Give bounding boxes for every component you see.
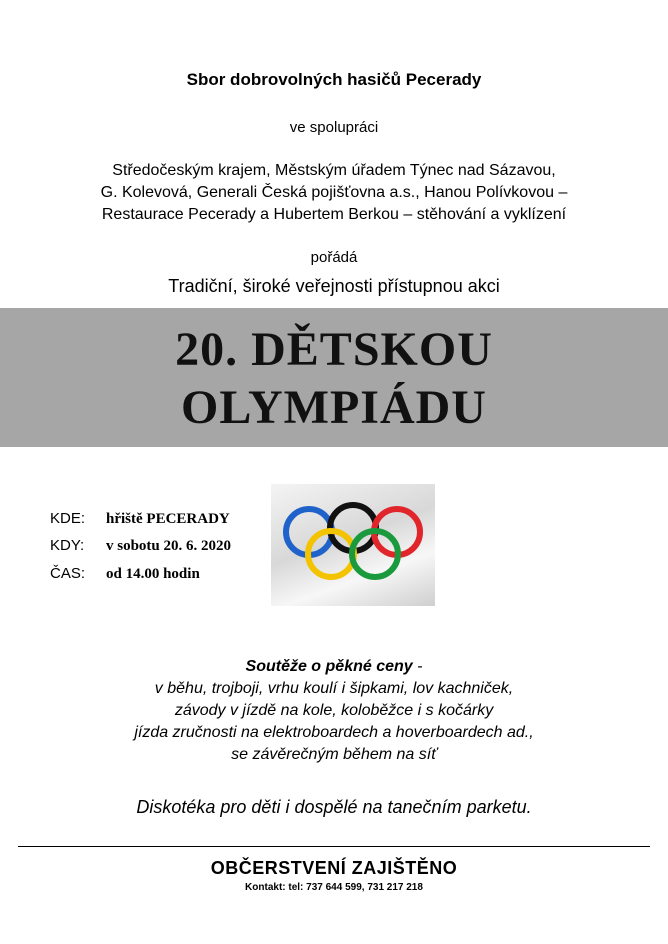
info-value: od 14.00 hodin [106, 566, 200, 582]
info-row-when [50, 537, 231, 555]
partners-line: G. Kolevová, Generali Česká pojišťovna a.s., Hanou Polívkovou – [100, 184, 568, 201]
partners-block [0, 160, 668, 226]
organizes-text: pořádá [310, 249, 358, 266]
competitions-title-text: Soutěže o pěkné ceny [245, 658, 413, 675]
contact-text: Kontakt: tel: 737 644 599, 731 217 218 [245, 882, 423, 893]
competition-line: závody v jízdě na kole, koloběžce i s kočárky [174, 702, 494, 719]
info-label: KDE: [50, 510, 86, 527]
info-label: KDY: [50, 537, 85, 554]
competition-line: jízda zručnosti na elektroboardech a hoverboardech ad., [134, 724, 534, 741]
olympic-flag [271, 484, 435, 606]
divider [18, 846, 650, 847]
info-value: hřiště PECERADY [106, 511, 230, 527]
competitions-title [0, 658, 668, 676]
event-title-line: 20. DĚTSKOU [175, 323, 493, 376]
refreshments-heading: OBČERSTVENÍ ZAJIŠTĚNO [210, 858, 458, 878]
partners-line: Restaurace Pecerady a Hubertem Berkou – stěhování a vyklízení [101, 206, 567, 223]
olympic-rings-icon [271, 484, 435, 606]
organizer-heading: Sbor dobrovolných hasičů Pecerady [186, 70, 482, 89]
competitions-title-suffix: - [412, 658, 423, 675]
cooperation-text: ve spolupráci [289, 119, 379, 136]
info-value: v sobotu 20. 6. 2020 [106, 538, 232, 554]
info-row-where [50, 510, 230, 528]
info-label: ČAS: [50, 565, 86, 582]
disco-text: Diskotéka pro děti i dospělé na tanečním parketu. [136, 797, 532, 817]
competition-line: v běhu, trojboji, vrhu koulí i šipkami, lov kachniček, [154, 680, 514, 697]
intro-text: Tradiční, široké veřejnosti přístupnou akci [168, 276, 500, 296]
partners-line: Středočeským krajem, Městským úřadem Týnec nad Sázavou, [112, 162, 556, 179]
competition-line: se závěrečným během na síť [231, 746, 437, 763]
event-title-banner [0, 308, 668, 447]
event-title-line: OLYMPIÁDU [181, 381, 487, 434]
info-row-time [50, 565, 200, 583]
